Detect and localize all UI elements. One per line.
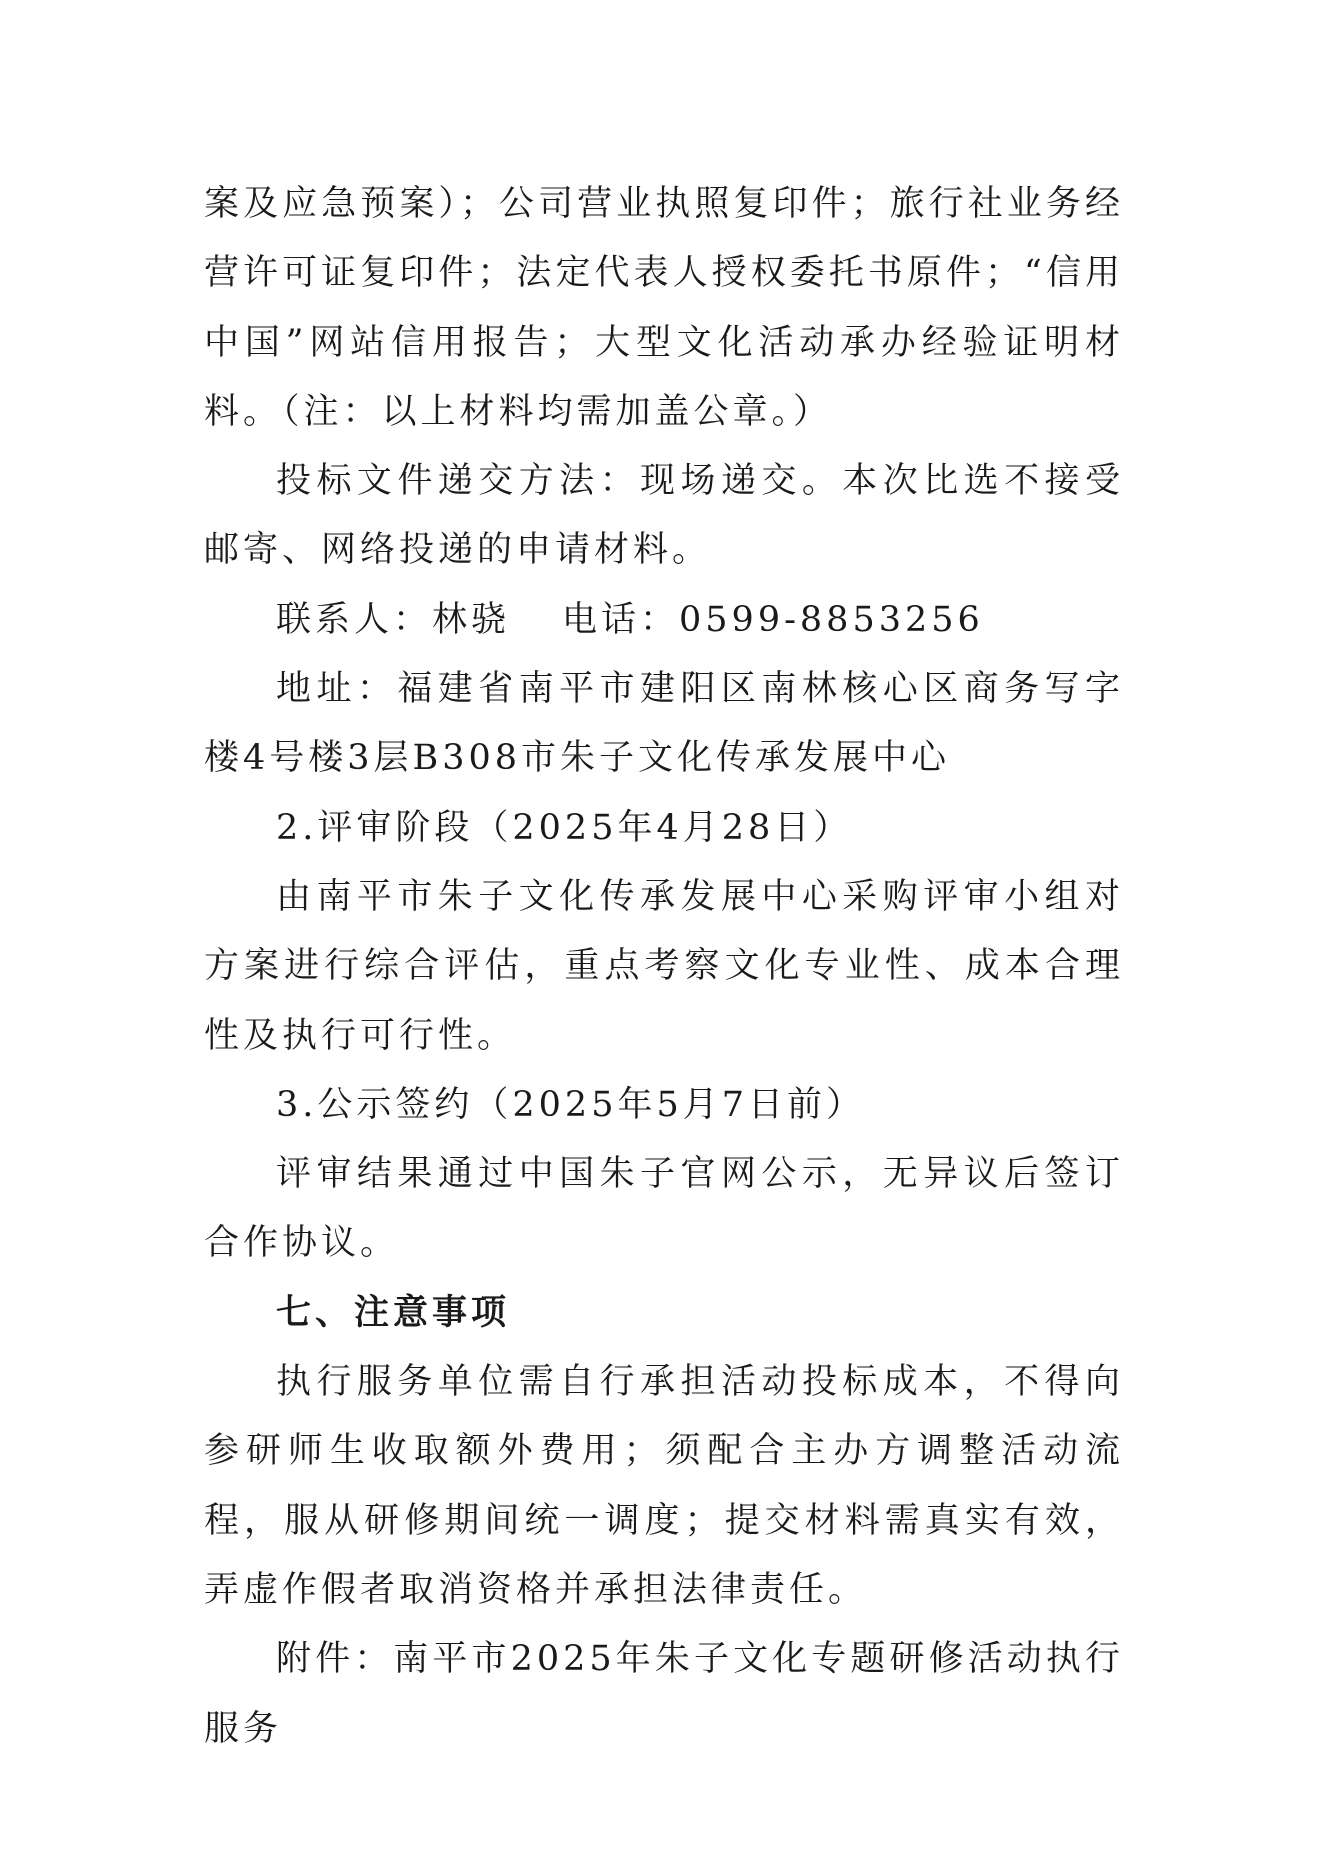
publicity-stage-title: 3.公示签约（2025年5月7日前） bbox=[276, 1084, 866, 1125]
document-body bbox=[204, 170, 1124, 1764]
attachment-line: 附件：南平市2025年朱子文化专题研修活动执行服务 bbox=[204, 1639, 1124, 1749]
contact-line bbox=[204, 586, 1124, 655]
publicity-stage-body: 评审结果通过中国朱子官网公示，无异议后签订合作协议。 bbox=[204, 1154, 1124, 1264]
address-paragraph: 地址：福建省南平市建阳区南林核心区商务写字楼4号楼3层B308市朱子文化传承发展中心 bbox=[204, 669, 1124, 779]
contact-phone: 电话：0599-8853256 bbox=[562, 599, 984, 640]
section-7-heading: 七、注意事项 bbox=[276, 1292, 511, 1333]
section-7-body: 执行服务单位需自行承担活动投标成本，不得向参研师生收取额外费用；须配合主办方调整活动流程，服从研修期间统一调度；提交材料需真实有效，弄虚作假者取消资格并承担法律责任。 bbox=[204, 1362, 1124, 1610]
submission-method-paragraph: 投标文件递交方法：现场递交。本次比选不接受邮寄、网络投递的申请材料。 bbox=[204, 461, 1124, 571]
materials-paragraph: 案及应急预案）；公司营业执照复印件；旅行社业务经营许可证复印件；法定代表人授权委托书原件；“信用中国”网站信用报告；大型文化活动承办经验证明材料。（注：以上材料均需加盖公章。） bbox=[204, 184, 1124, 432]
contact-person: 联系人：林骁 bbox=[276, 599, 511, 640]
review-stage-body: 由南平市朱子文化传承发展中心采购评审小组对方案进行综合评估，重点考察文化专业性、成本合理性及执行可行性。 bbox=[204, 876, 1124, 1056]
review-stage-title: 2.评审阶段（2025年4月28日） bbox=[276, 807, 853, 848]
